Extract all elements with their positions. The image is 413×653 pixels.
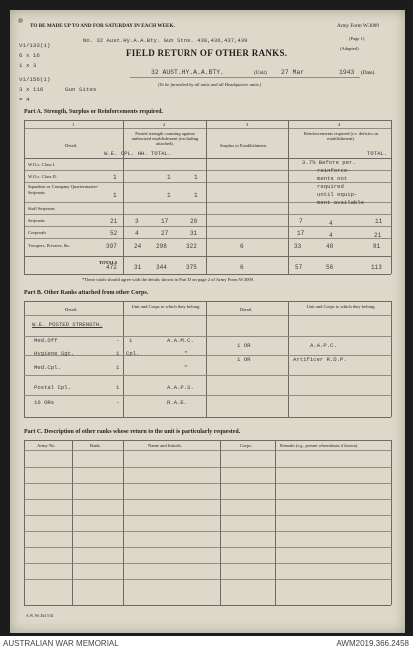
part-a-row-label: W.O.s. Class II. xyxy=(28,174,57,179)
cell-value: 11 xyxy=(375,218,383,225)
cell-value: 17 xyxy=(161,218,169,225)
cell-value: 298 xyxy=(156,243,167,250)
cell-value: 21 xyxy=(110,218,118,225)
form-page xyxy=(10,10,405,633)
total-value: 57 xyxy=(295,264,303,271)
part-a-colnum-2: 2 xyxy=(163,122,166,127)
part-a-colnum-3: 3 xyxy=(246,122,249,127)
cell-value: 52 xyxy=(110,230,118,237)
part-a-col-reinf: Reinforcements required (i.e. deficits on establishment). xyxy=(303,131,379,141)
total-value: 113 xyxy=(371,264,382,271)
total-value: 344 xyxy=(156,264,167,271)
reinf-note-line: ment available xyxy=(317,199,364,206)
cell-value: 31 xyxy=(190,230,198,237)
cell-value: 3 xyxy=(135,218,139,225)
part-c-col-corps: Corps. xyxy=(240,443,253,448)
total-value: 31 xyxy=(134,264,142,271)
part-b-detail: 16 ORs xyxy=(34,399,55,406)
part-b-detail: Med.Off xyxy=(34,337,58,344)
part-a-col-posted: Posted strength counting against authorized establishment (excluding attached). xyxy=(131,131,199,146)
part-c-col-remarks: Remarks (e.g., present whereabouts if known). xyxy=(280,443,359,448)
part-a-col-detail: Detail. xyxy=(65,143,78,148)
cell-value: 7 xyxy=(299,218,303,225)
unit-label: (Unit) xyxy=(254,70,267,76)
typed-unit-name: 32 AUST.HY.A.A.BTY. xyxy=(151,69,224,76)
typed-unit-line: No. 32 Aust.Hy.A.A.Bty. Gun Stns. 438,436,437,439 xyxy=(83,37,248,44)
part-c-col-rank: Rank. xyxy=(90,443,101,448)
part-b-detail: Med.Cpl. xyxy=(34,364,61,371)
part-b-col-unit: Unit and Corps to which they belong. xyxy=(131,304,201,309)
total-value: 472 xyxy=(106,264,117,271)
part-a-row-label: Serjeants xyxy=(28,218,45,223)
typed-year: 1943 xyxy=(339,69,355,76)
part-a-title: Part A. Strength, Surplus or Reinforcements required. xyxy=(24,109,163,115)
footer-accession-number: AWM2019.366.2458 xyxy=(336,639,409,648)
part-b-col-unit-2: Unit and Corps to which they belong. xyxy=(306,304,376,309)
part-a-typed-reinf-heads: TOTAL. xyxy=(367,150,388,157)
cell-value: 322 xyxy=(186,243,197,250)
cell-value: 33 xyxy=(294,243,302,250)
part-b-we: 1 xyxy=(116,384,120,391)
margin-note-6: = 4 xyxy=(19,96,30,103)
part-b-posted: 1 xyxy=(129,337,133,344)
part-b-we: 1 xyxy=(116,350,120,357)
margin-note-4: V1/156(1) xyxy=(19,76,51,83)
part-a-row-label: Corporals xyxy=(28,230,47,235)
reinf-note-line: 3.7% Before per. xyxy=(302,159,356,166)
form-number: Army Form W.3009 xyxy=(337,23,379,29)
part-b-corps: A.A.M.C. xyxy=(167,337,194,344)
margin-note-1: V1/133(1) xyxy=(19,42,51,49)
part-b-right-detail: 1 OR xyxy=(237,356,251,363)
part-b-we: - xyxy=(116,337,120,344)
part-b-corps: " xyxy=(184,364,188,371)
total-value: 6 xyxy=(240,264,244,271)
cell-value: 1 xyxy=(194,192,198,199)
print-reference: A.W. Wt 264 5/41 xyxy=(26,614,54,618)
margin-note-3: 1 x 3 xyxy=(19,62,37,69)
typed-date: 27 Mar xyxy=(281,69,305,76)
part-a-colnum-4: 4 xyxy=(338,122,341,127)
reinf-note-line: ments not xyxy=(317,175,348,182)
part-b-right-corps: Artificer R.D.P. xyxy=(293,356,347,363)
part-b-detail: Postal Cpl. xyxy=(34,384,71,391)
cell-value: 1 xyxy=(194,174,198,181)
cell-value: 4 xyxy=(329,232,333,239)
date-label: (Date). xyxy=(361,70,376,76)
part-a-colnum-1: 1 xyxy=(72,122,75,127)
form-subtitle: (To be furnished by all units and all Headquarter units.) xyxy=(158,82,262,87)
archive-footer xyxy=(0,636,413,653)
part-b-corps: R.A.E. xyxy=(167,399,188,406)
cell-value: 21 xyxy=(374,232,382,239)
part-b-we: 1 xyxy=(116,364,120,371)
cell-value: 24 xyxy=(134,243,142,250)
top-instruction: TO BE MADE UP TO AND FOR SATURDAY IN EACH WEEK. xyxy=(30,23,175,29)
part-b-typed-heads: W.E. POSTED STRENGTH. xyxy=(32,321,103,328)
part-c-title: Part C. Description of other ranks whose return to the unit is particularly requested. xyxy=(24,429,241,435)
cell-value: 1 xyxy=(167,192,171,199)
punch-hole-top xyxy=(18,18,23,23)
form-title: FIELD RETURN OF OTHER RANKS. xyxy=(126,48,288,58)
cell-value: 4 xyxy=(135,230,139,237)
cell-value: 81 xyxy=(373,243,381,250)
part-b-col-detail: Detail. xyxy=(65,307,78,312)
part-b-detail: Hygiene Sgt. xyxy=(34,350,75,357)
part-b-corps: A.A.P.S. xyxy=(167,384,194,391)
total-value: 56 xyxy=(326,264,334,271)
cell-value: 27 xyxy=(161,230,169,237)
cell-value: 6 xyxy=(240,243,244,250)
part-c-col-name: Name and Initials. xyxy=(148,443,182,448)
part-b-title: Part B. Other Ranks attached from other Corps. xyxy=(24,290,149,296)
part-a-footnote: *These totals should agree with the details shown in Part D on page 2 of Army Form W.3009. xyxy=(82,277,255,282)
cell-value: 17 xyxy=(297,230,305,237)
part-b-col-detail-2: Detail. xyxy=(240,307,253,312)
part-b-corps: " xyxy=(184,350,188,357)
cell-value: 1 xyxy=(167,174,171,181)
part-c-col-army-no: Army No. xyxy=(37,443,56,448)
part-a-total-label: TOTALS xyxy=(99,260,118,265)
footer-institution: AUSTRALIAN WAR MEMORIAL xyxy=(3,639,119,648)
part-a-typed-posted-heads: W.E. CPL. HH. TOTAL. xyxy=(104,150,172,157)
part-b-posted: Cpl. xyxy=(126,350,140,357)
part-a-col-surplus: Surplus to Establishment. xyxy=(220,143,268,148)
cell-value: 48 xyxy=(326,243,334,250)
reinf-note-line: required xyxy=(317,183,344,190)
cell-value: 4 xyxy=(329,220,333,227)
reinf-note-line: reinforce- xyxy=(317,167,351,174)
margin-note-7: Gun Sites xyxy=(65,86,97,93)
part-a-row-label: Staff Serjeants xyxy=(28,206,55,211)
cell-value: 1 xyxy=(113,174,117,181)
cell-value: 397 xyxy=(106,243,117,250)
part-b-right-detail: 1 OR xyxy=(237,342,251,349)
part-a-row-label: Squadron or Company Quartermaster-Serjeants xyxy=(28,184,99,195)
part-a-row-label: Troopers, Privates, &c. xyxy=(28,243,71,248)
page-label: (Page 1) xyxy=(349,36,365,41)
part-b-we: - xyxy=(116,399,120,406)
part-b-right-corps: A.A.P.C. xyxy=(310,342,337,349)
total-value: 375 xyxy=(186,264,197,271)
margin-note-2: 6 x 16 xyxy=(19,52,40,59)
cell-value: 20 xyxy=(190,218,198,225)
reinf-note-line: until equip- xyxy=(317,191,358,198)
adapted-label: (Adapted) xyxy=(340,46,359,51)
part-a-row-label: W.O.s. Class I. xyxy=(28,162,56,167)
cell-value: 1 xyxy=(113,192,117,199)
margin-note-5: 3 x 116 xyxy=(19,86,44,93)
